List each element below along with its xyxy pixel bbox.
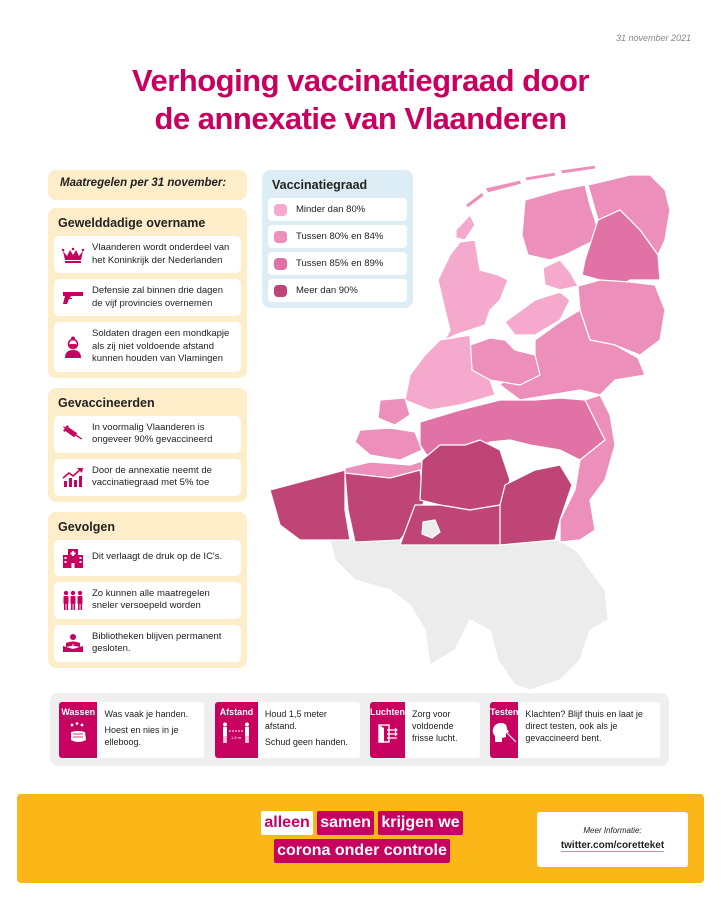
list-item bbox=[54, 582, 241, 619]
tip-title: Afstand bbox=[219, 707, 254, 717]
tip-luchten bbox=[370, 702, 480, 758]
tip-header bbox=[59, 702, 97, 758]
legend-label: Meer dan 90% bbox=[296, 285, 358, 296]
group-gevaccineerden bbox=[48, 388, 247, 502]
tip-testen bbox=[490, 702, 660, 758]
region-vlaams-brabant bbox=[400, 505, 500, 545]
group-overname bbox=[48, 208, 247, 378]
legend-label: Minder dan 80% bbox=[296, 204, 366, 215]
legend-label: Tussen 85% en 89% bbox=[296, 258, 384, 269]
svg-text:1,5 m: 1,5 m bbox=[231, 735, 242, 740]
tip-body bbox=[405, 702, 480, 758]
legend bbox=[262, 170, 413, 308]
measures-intro: Maatregelen per 31 november: bbox=[48, 170, 247, 200]
region-antwerpen bbox=[420, 440, 510, 510]
tip-line: Zorg voor voldoende frisse lucht. bbox=[412, 709, 458, 743]
list-item bbox=[54, 540, 241, 576]
tip-body bbox=[518, 702, 660, 758]
tip-afstand bbox=[215, 702, 360, 758]
legend-item bbox=[268, 279, 407, 302]
slogan bbox=[253, 811, 471, 863]
syringe-icon bbox=[60, 424, 86, 444]
tip-wassen bbox=[59, 702, 204, 758]
ventilation-icon bbox=[377, 722, 399, 749]
slogan-word: corona onder controle bbox=[274, 839, 450, 863]
region-texel bbox=[456, 215, 475, 240]
region-west-vlaanderen bbox=[270, 470, 350, 540]
list-item bbox=[54, 322, 241, 372]
item-text: Defensie zal binnen drie dagen de vijf provincies overnemen bbox=[92, 285, 223, 309]
title-line-1: Verhoging vaccinatiegraad door bbox=[131, 63, 589, 98]
page-title bbox=[0, 62, 721, 138]
tips-bar bbox=[50, 693, 669, 766]
list-item bbox=[54, 459, 241, 496]
title-line-2: de annexatie van Vlaanderen bbox=[154, 101, 567, 136]
item-text: In voormalig Vlaanderen is ongeveer 90% gevaccineerd bbox=[92, 421, 213, 445]
pistol-icon bbox=[60, 291, 86, 305]
region-wallonia bbox=[330, 538, 608, 690]
group-title: Gevolgen bbox=[58, 519, 115, 534]
tip-title: Luchten bbox=[370, 707, 405, 717]
hospital-icon bbox=[60, 548, 86, 568]
item-text: Dit verlaagt de druk op de IC's. bbox=[92, 551, 223, 563]
measures-panel bbox=[48, 170, 247, 678]
info-label: Meer Informatie: bbox=[583, 826, 642, 835]
list-item bbox=[54, 236, 241, 273]
group-title: Gevaccineerden bbox=[58, 395, 155, 410]
list-item bbox=[54, 279, 241, 316]
twitter-link[interactable]: twitter.com/coretteket bbox=[560, 840, 665, 851]
legend-item bbox=[268, 252, 407, 275]
item-text: Zo kunnen alle maatregelen sneler versoepeld worden bbox=[92, 587, 210, 611]
tip-body bbox=[97, 702, 204, 758]
tip-line: Klachten? Blijf thuis en laat je direct testen, ook als je gevaccineerd bent. bbox=[525, 709, 643, 743]
slogan-word: samen bbox=[317, 811, 374, 835]
growth-chart-icon bbox=[60, 467, 86, 487]
slogan-word: alleen bbox=[261, 811, 312, 835]
swatch-icon bbox=[274, 204, 287, 216]
item-text: Soldaten dragen een mondkapje als zij niet voldoende afstand kunnen houden van Vlamingen bbox=[92, 328, 230, 364]
tip-line: Houd 1,5 meter afstand. bbox=[264, 709, 327, 731]
group-gevolgen bbox=[48, 512, 247, 668]
legend-label: Tussen 80% en 84% bbox=[296, 231, 384, 242]
legend-item bbox=[268, 198, 407, 221]
masked-person-icon bbox=[60, 336, 86, 358]
test-swab-icon bbox=[491, 722, 517, 749]
crown-icon bbox=[60, 247, 86, 263]
distance-icon bbox=[221, 722, 251, 749]
tip-line: Schud geen handen. bbox=[264, 737, 348, 747]
date-label: 31 november 2021 bbox=[615, 33, 691, 43]
slogan-word: krijgen we bbox=[378, 811, 462, 835]
tip-header bbox=[370, 702, 405, 758]
list-item bbox=[54, 416, 241, 453]
legend-title: Vaccinatiegraad bbox=[272, 178, 368, 192]
item-text: Door de annexatie neemt de vaccinatiegraad met 5% toe bbox=[92, 464, 212, 488]
swatch-icon bbox=[274, 258, 287, 270]
group-title: Gewelddadige overname bbox=[58, 216, 206, 230]
info-box bbox=[537, 812, 688, 867]
item-text: Vlaanderen wordt onderdeel van het Koninkrijk der Nederlanden bbox=[92, 242, 230, 266]
tip-header bbox=[490, 702, 518, 758]
tip-header bbox=[215, 702, 258, 758]
handwash-icon bbox=[68, 722, 88, 749]
group-icon bbox=[60, 590, 86, 610]
region-noord-holland bbox=[438, 240, 508, 340]
legend-item bbox=[268, 225, 407, 248]
swatch-icon bbox=[274, 231, 287, 243]
tip-title: Testen bbox=[490, 707, 519, 717]
region-flevoland-n bbox=[543, 260, 578, 290]
swatch-icon bbox=[274, 285, 287, 297]
tip-line: Hoest en nies in je elleboog. bbox=[104, 725, 179, 747]
tip-line: Was vaak je handen. bbox=[104, 709, 189, 719]
list-item bbox=[54, 625, 241, 662]
tip-body bbox=[258, 702, 360, 758]
item-text: Bibliotheken blijven permanent gesloten. bbox=[92, 630, 222, 654]
reader-icon bbox=[60, 633, 86, 653]
tip-title: Wassen bbox=[61, 707, 96, 717]
